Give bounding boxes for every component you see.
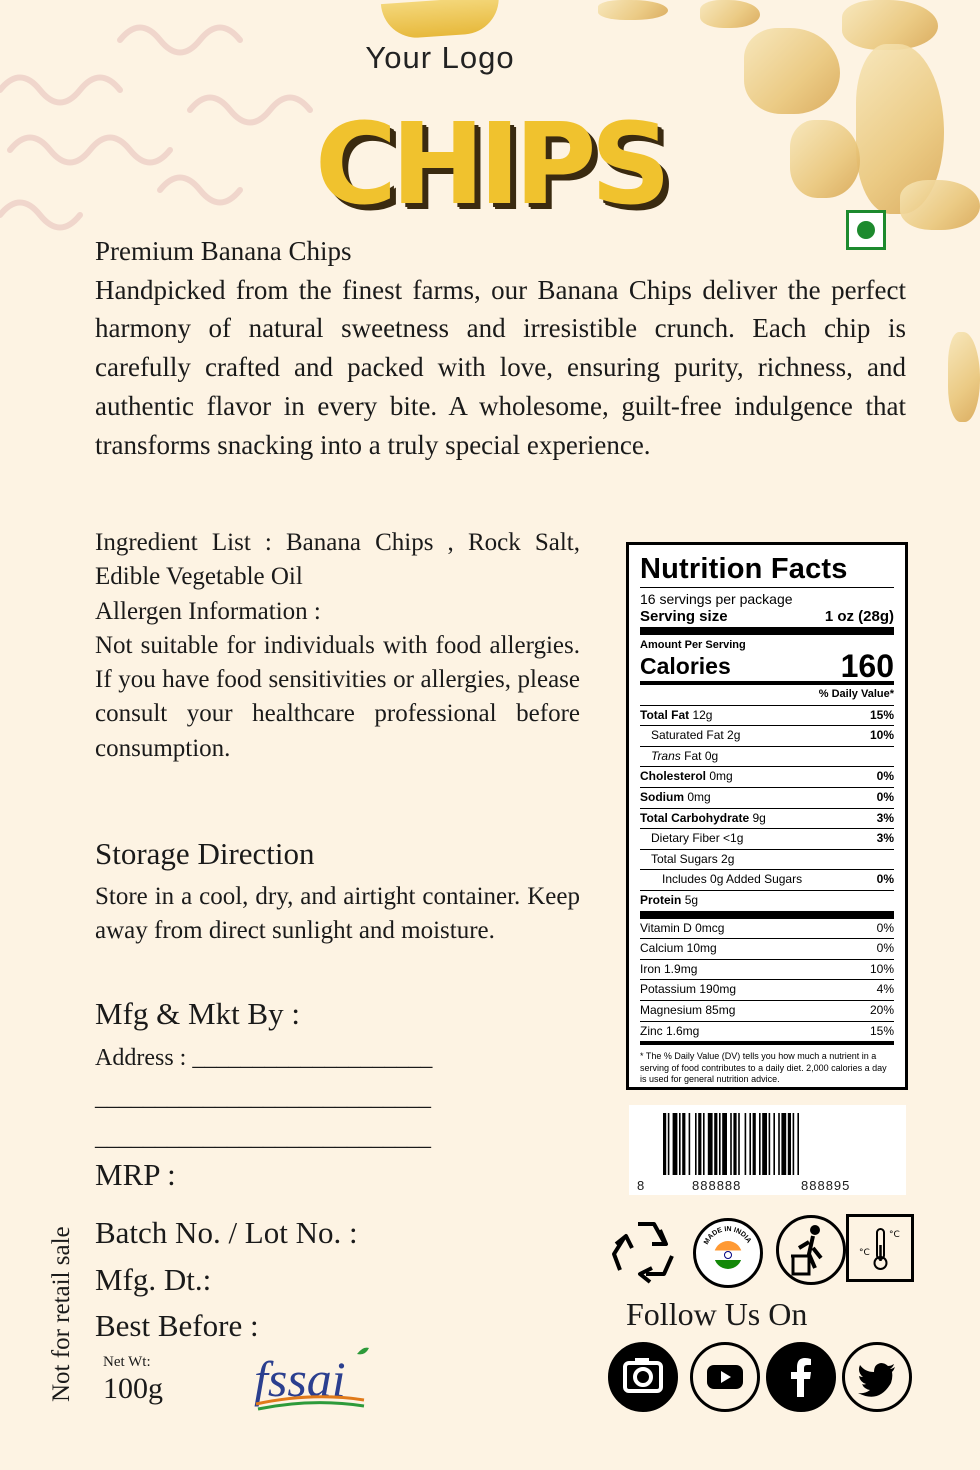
barcode-bar <box>689 1113 691 1175</box>
address-line: ____________________________ <box>95 1085 431 1111</box>
barcode-bars <box>661 1113 889 1179</box>
dispose-in-bin-icon <box>776 1215 846 1285</box>
serving-size-row <box>640 608 894 635</box>
best-before-field: Best Before : <box>95 1308 259 1343</box>
barcode-bar <box>749 1113 751 1175</box>
banana-chip-image <box>598 0 668 20</box>
barcode-bar <box>745 1113 747 1175</box>
daily-value-header: % Daily Value* <box>640 685 894 706</box>
barcode-bar <box>797 1113 799 1175</box>
barcode-bar <box>679 1113 681 1175</box>
product-name: Premium Banana Chips <box>95 236 352 266</box>
calories-row <box>640 648 894 685</box>
barcode-bar <box>714 1113 717 1175</box>
nutrient-row: Total Sugars 2g <box>640 850 894 871</box>
barcode-bar <box>708 1113 713 1175</box>
barcode-bar <box>759 1113 761 1175</box>
ingredient-section <box>95 526 580 766</box>
barcode-bar <box>698 1113 701 1175</box>
barcode-bar <box>773 1113 775 1175</box>
nutrient-row: Sodium 0mg 0% <box>640 788 894 809</box>
nutrition-title: Nutrition Facts <box>640 553 894 588</box>
barcode-bar <box>738 1113 740 1175</box>
recycle-icon <box>610 1216 682 1286</box>
nutrient-row: Total Carbohydrate 9g 3% <box>640 809 894 830</box>
address-block <box>95 1038 495 1158</box>
net-weight-value: 100g <box>103 1372 163 1405</box>
brand-logo: Your Logo <box>365 40 515 75</box>
mfg-date-field: Mfg. Dt.: <box>95 1261 212 1297</box>
svg-text:MADE IN INDIA: MADE IN INDIA <box>702 1225 753 1246</box>
not-for-retail-label: Not for retail sale <box>48 1226 75 1402</box>
product-intro <box>95 232 906 464</box>
barcode-bar <box>673 1113 678 1175</box>
address-line: ____________________________ <box>95 1125 431 1151</box>
vitamin-row: Calcium 10mg 0% <box>640 939 894 960</box>
barcode-bar <box>663 1113 666 1175</box>
mrp-field: MRP : <box>95 1157 176 1192</box>
allergen-heading: Allergen Information : <box>95 597 321 625</box>
banana-chip-image <box>700 0 760 28</box>
banana-chip-image <box>948 332 980 422</box>
barcode-bar <box>762 1113 767 1175</box>
servings-per-package: 16 servings per package <box>640 591 793 607</box>
nutrient-row: Cholesterol 0mg 0% <box>640 767 894 788</box>
nutrient-row: Saturated Fat 2g 10% <box>640 726 894 747</box>
barcode-bar <box>793 1113 795 1175</box>
nutrition-footnote: * The % Daily Value (DV) tells you how much a nutrient in a serving of food contributes to a daily diet. 2,000 calories a day is used for general nutrition advice. <box>640 1051 887 1085</box>
barcode-bar <box>722 1113 727 1175</box>
barcode: 8 888888 888895 <box>629 1105 906 1195</box>
allergen-text: Not suitable for individuals with food allergies. If you have food sensitivities or allergies, please consult your healthcare professional before consumption. <box>95 631 580 762</box>
vitamin-row: Potassium 190mg 4% <box>640 980 894 1001</box>
product-title: CHIPS <box>314 100 666 230</box>
ingredient-list: Ingredient List : Banana Chips , Rock Salt, Edible Vegetable Oil <box>95 529 580 591</box>
vitamin-row: Zinc 1.6mg 15% <box>640 1022 894 1046</box>
serving-size-value: 1 oz (28g) <box>824 608 894 625</box>
batch-fields <box>95 1210 358 1350</box>
fssai-logo <box>252 1342 372 1412</box>
calories-label: Calories <box>640 653 731 679</box>
serving-size-label: Serving size <box>640 608 728 625</box>
product-description: Handpicked from the finest farms, our Banana Chips deliver the perfect harmony of natural sweetness and irresistible crunch. Each chip is carefully crafted and packed with love, ensuring purity, richness, and authentic flavor in every bite. A wholesome, guilt-free indulgence that transforms snacking into a truly special experience. <box>95 274 906 460</box>
storage-text: Store in a cool, dry, and airtight container. Keep away from direct sunlight and moisture. <box>95 883 580 945</box>
nutrient-row: Dietary Fiber <1g 3% <box>640 829 894 850</box>
calories-value: 160 <box>840 648 894 684</box>
nutrient-row: Includes 0g Added Sugars 0% <box>640 870 894 891</box>
instagram-icon[interactable] <box>608 1342 678 1412</box>
barcode-bar <box>730 1113 732 1175</box>
follow-us-heading: Follow Us On <box>626 1296 808 1332</box>
svg-text:°C: °C <box>859 1248 870 1258</box>
vitamin-row: Iron 1.9mg 10% <box>640 960 894 981</box>
fssai-logo-text: fssai <box>254 1351 346 1407</box>
manufacturer-heading: Mfg & Mkt By : <box>95 996 300 1031</box>
made-in-india-badge <box>693 1218 763 1288</box>
batch-number-field: Batch No. / Lot No. : <box>95 1215 358 1250</box>
nutrition-facts-panel <box>626 542 908 1090</box>
barcode-bar <box>733 1113 736 1175</box>
barcode-bar <box>781 1113 786 1175</box>
barcode-bar <box>753 1113 756 1175</box>
amount-per-serving: Amount Per Serving <box>640 639 746 651</box>
logo-chip-icon <box>381 0 501 40</box>
nutrient-row: Trans Fat 0g <box>640 747 894 768</box>
net-weight-label: Net Wt: <box>103 1354 151 1370</box>
facebook-icon[interactable] <box>766 1342 836 1412</box>
barcode-bar <box>668 1113 670 1175</box>
barcode-bar <box>778 1113 780 1175</box>
nutrient-row: Total Fat 12g 15% <box>640 706 894 727</box>
barcode-bar <box>719 1113 721 1175</box>
nutrient-row: Protein 5g <box>640 891 894 919</box>
vitamin-row: Vitamin D 0mcg 0% <box>640 919 894 940</box>
twitter-icon[interactable] <box>842 1342 912 1412</box>
barcode-bar <box>695 1113 697 1175</box>
temperature-storage-icon <box>846 1214 914 1282</box>
vitamin-row: Magnesium 85mg 20% <box>640 1001 894 1022</box>
barcode-bar <box>788 1113 791 1175</box>
svg-text:°C: °C <box>889 1230 900 1240</box>
barcode-bar <box>703 1113 705 1175</box>
storage-heading: Storage Direction <box>95 836 315 871</box>
youtube-icon[interactable] <box>690 1342 760 1412</box>
address-line: Address : ____________________ <box>95 1045 433 1071</box>
barcode-bar <box>769 1113 771 1175</box>
barcode-bar <box>682 1113 685 1175</box>
